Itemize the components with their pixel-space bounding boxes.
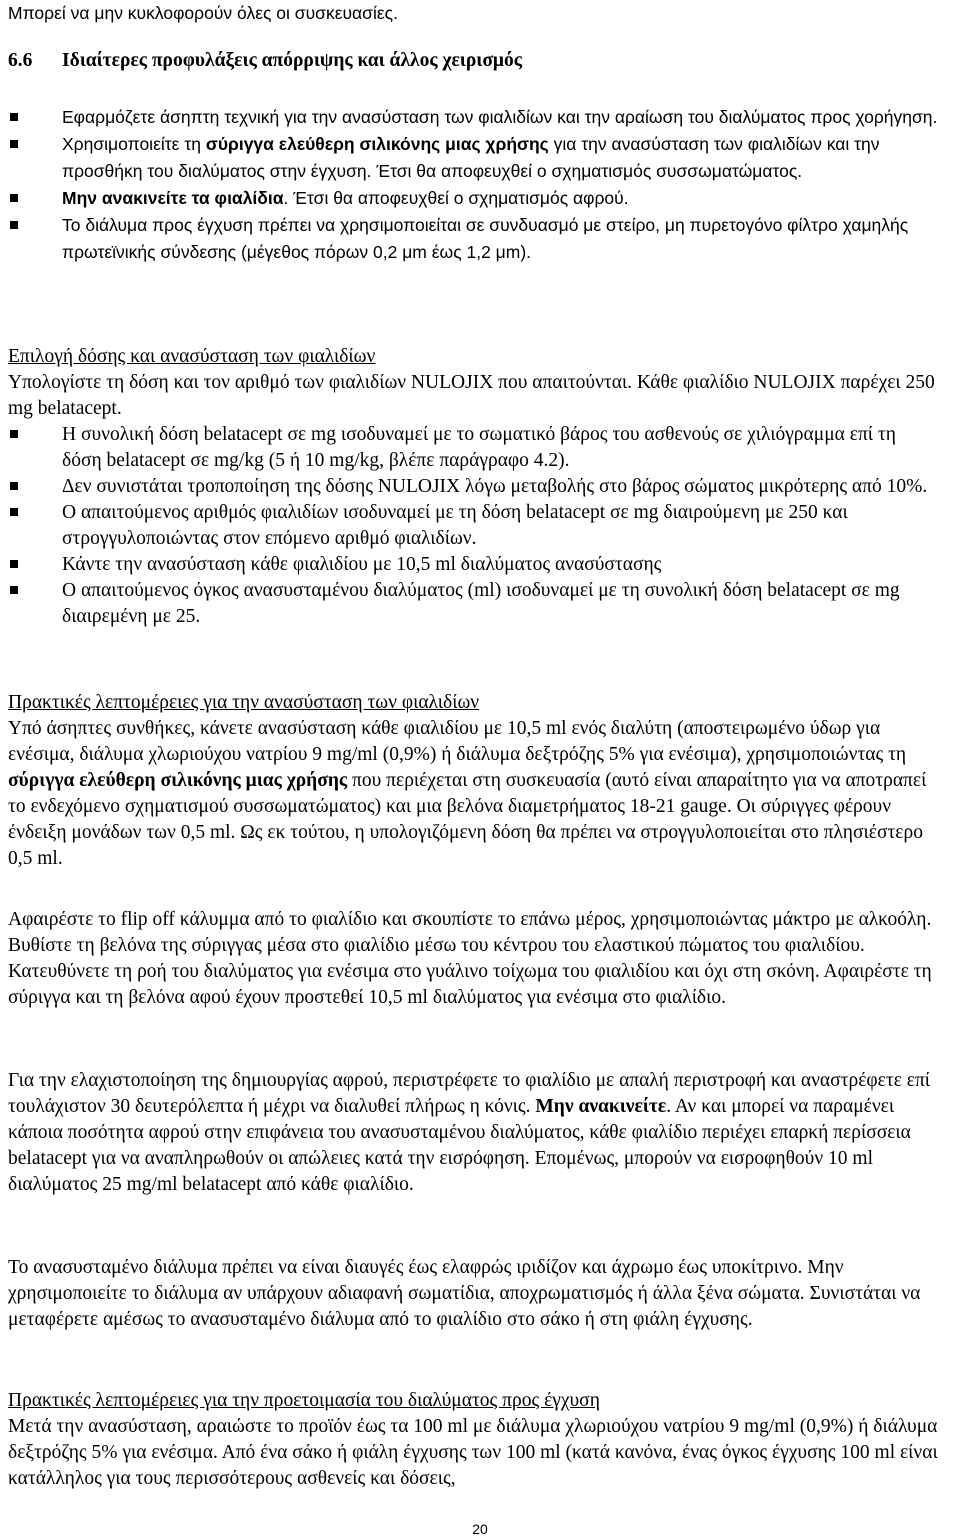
bullet-icon <box>10 500 18 526</box>
dose-heading: Επιλογή δόσης και ανασύσταση των φιαλιδίων <box>8 346 376 367</box>
list-item: Η συνολική δόση belatacept σε mg ισοδυναμεί με το σωματικό βάρος του ασθενούς σε χιλιόγραμμα επί τη δόση belatacept σε mg/kg (5 ή 10 mg/kg, βλέπε παράγραφο 4.2). <box>8 422 938 474</box>
section-number: 6.6 <box>8 50 33 71</box>
paragraph: Για την ελαχιστοποίηση της δημιουργίας αφρού, περιστρέφετε το φιαλίδιο με απαλή περιστροφή και αναστρέφετε επί τουλάχιστον 30 δευτερόλεπτα ή μέχρι να διαλυθεί πλήρως η κόνις. Μην ανακινείτε. Αν και μπορεί να παραμένει κάποια ποσότητα αφρού στην επιφάνεια του ανασυσταμένου διαλύματος, κάθε φιαλίδιο περιέχει επαρκή περίσσεια belatacept για να αναπληρωθούν οι απώλειες κατά την εισρόφηση. Επομένως, μπορούν να εισροφηθούν 10 ml διαλύματος 25 mg/ml belatacept από κάθε φιαλίδιο. <box>8 1070 931 1195</box>
paragraph: Αφαιρέστε το flip off κάλυμμα από το φιαλίδιο και σκουπίστε το επάνω μέρος, χρησιμοποιώντας μάκτρο με αλκοόλη. Βυθίστε τη βελόνα της σύριγγας μέσα στο φιαλίδιο μέσω του κέντρου του ελαστικού πώματος του φιαλιδίου. Κατευθύνετε τη ροή του διαλύματος για ενέσιμα στο γυάλινο τοίχωμα του φιαλιδίου και όχι στη σκόνη. Αφαιρέστε τη σύριγγα και τη βελόνα αφού έχουν προστεθεί 10,5 ml διαλύματος για ενέσιμα στο φιαλίδιο. <box>8 909 932 1008</box>
dose-bullet-list <box>8 422 938 630</box>
list-item: Ο απαιτούμενος όγκος ανασυσταμένου διαλύματος (ml) ισοδυναμεί με τη συνολική δόση belatacept σε mg διαιρεμένη με 25. <box>8 578 938 630</box>
paragraph: Υπό άσηπτες συνθήκες, κάνετε ανασύσταση κάθε φιαλιδίου με 10,5 ml ενός διαλύτη (αποστειρωμένο ύδωρ για ενέσιμα, διάλυμα χλωριούχου νατρίου 9 mg/ml (0,9%) ή διάλυμα δεξτρόζης 5% για ενέσιμα), χρησιμοποιώντας τη σύριγγα ελεύθερη σιλικόνης μιας χρήσης που περιέχεται στη συσκευασία (αυτό είναι απαραίτητο για να αποτραπεί το ενδεχόμενο σχηματισμού συσσωματώματος) και μια βελόνα διαμετρήματος 18-21 gauge. Οι σύριγγες φέρουν ένδειξη μονάδων των 0,5 ml. Ως εκ τούτου, η υπολογιζόμενη δόση θα πρέπει να στρογγυλοποιείται στο πλησιέστερο 0,5 ml. <box>8 718 927 869</box>
page-number: 20 <box>472 1521 488 1537</box>
bullet-icon <box>10 552 18 578</box>
bullet-icon <box>10 185 18 212</box>
reconstitution-section <box>8 690 948 872</box>
paragraph: Το ανασυσταμένο διάλυμα πρέπει να είναι διαυγές έως ελαφρώς ιριδίζον και άχρωμο έως υποκίτρινο. Μην χρησιμοποιείτε το διάλυμα αν υπάρχουν αδιαφανή σωματίδια, αποχρωματισμός ή άλλα ξένα σώματα. Συνιστάται να μεταφέρετε αμέσως το ανασυσταμένο διάλυμα από το φιαλίδιο στο σάκο ή στη φιάλη έγχυσης. <box>8 1257 921 1330</box>
list-item: Μην ανακινείτε τα φιαλίδια. Έτσι θα αποφευχθεί ο σχηματισμός αφρού. <box>8 185 938 212</box>
bullet-icon <box>10 104 18 131</box>
list-item: Το διάλυμα προς έγχυση πρέπει να χρησιμοποιείται σε συνδυασμό με στείρο, μη πυρετογόνο φίλτρο χαμηλής πρωτεϊνικής σύνδεσης (μέγεθος πόρων 0,2 μm έως 1,2 μm). <box>8 212 938 266</box>
list-item: Δεν συνιστάται τροποποίηση της δόσης NULOJIX λόγω μεταβολής στο βάρος σώματος μικρότερης από 10%. <box>8 474 938 500</box>
section-heading <box>8 48 522 74</box>
list-item: Ο απαιτούμενος αριθμός φιαλιδίων ισοδυναμεί με τη δόση belatacept σε mg διαιρούμενη με 250 και στρογγυλοποιώντας στον επόμενο αριθμό φιαλιδίων. <box>8 500 938 552</box>
list-item: Κάντε την ανασύσταση κάθε φιαλιδίου με 10,5 ml διαλύματος ανασύστασης <box>8 552 938 578</box>
bullet-icon <box>10 212 18 239</box>
preparation-heading: Πρακτικές λεπτομέρειες για την προετοιμασία του διαλύματος προς έγχυση <box>8 1390 600 1411</box>
bullet-icon <box>10 131 18 158</box>
preparation-section <box>8 1388 948 1492</box>
dose-intro: Υπολογίστε τη δόση και τον αριθμό των φιαλιδίων NULOJIX που απαιτούνται. Κάθε φιαλίδιο NULOJIX παρέχει 250 mg belatacept. <box>8 372 935 419</box>
reconstitution-heading: Πρακτικές λεπτομέρειες για την ανασύσταση των φιαλιδίων <box>8 692 480 713</box>
handling-bullet-list <box>8 104 938 266</box>
availability-note: Μπορεί να μην κυκλοφορούν όλες οι συσκευασίες. <box>8 3 398 23</box>
list-item: Χρησιμοποιείτε τη σύριγγα ελεύθερη σιλικόνης μιας χρήσης για την ανασύσταση των φιαλιδίων και την προσθήκη του διαλύματος στην έγχυση. Έτσι θα αποφευχθεί ο σχηματισμός συσσωματώματος. <box>8 131 938 185</box>
bullet-icon <box>10 474 18 500</box>
list-item: Εφαρμόζετε άσηπτη τεχνική για την ανασύσταση των φιαλιδίων και την αραίωση του διαλύματος προς χορήγηση. <box>8 104 938 131</box>
dose-section <box>8 344 938 630</box>
paragraph: Μετά την ανασύσταση, αραιώστε το προϊόν έως τα 100 ml με διάλυμα χλωριούχου νατρίου 9 mg/ml (0,9%) ή διάλυμα δεξτρόζης 5% για ενέσιμα. Από ένα σάκο ή φιάλη έγχυσης των 100 ml (κατά κανόνα, ένας όγκος έγχυσης 100 ml είναι κατάλληλος για τους περισσότερους ασθενείς και δόσεις, <box>8 1416 938 1489</box>
section-title: Ιδιαίτερες προφυλάξεις απόρριψης και άλλος χειρισμός <box>62 50 522 71</box>
bullet-icon <box>10 422 18 448</box>
bullet-icon <box>10 578 18 604</box>
